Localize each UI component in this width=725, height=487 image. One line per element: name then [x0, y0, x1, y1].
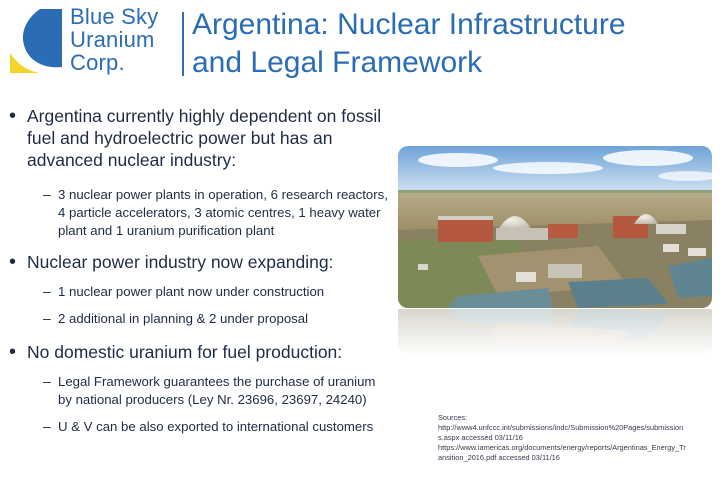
sub-bullet-text: 2 additional in planning & 2 under proposal	[58, 311, 309, 326]
bullet-item	[0, 341, 390, 363]
sub-bullet-text: U & V can be also exported to international customers	[58, 419, 374, 434]
source-link-1[interactable]: http://www4.unfccc.int/submissions/indc/Submission%20Pages/submissions.aspx accessed 03/11/16	[438, 423, 684, 442]
slide-title-line-2: and Legal Framework	[192, 46, 483, 79]
sub-bullet-item	[0, 418, 390, 436]
slide-title	[192, 6, 717, 82]
logo-line-3: Corp.	[70, 50, 125, 75]
sources-note	[438, 413, 688, 463]
sub-bullet-glyph: –	[43, 283, 51, 299]
company-logo-icon	[10, 9, 62, 73]
logo-line-1: Blue Sky	[70, 4, 159, 29]
company-logo-text	[70, 5, 158, 74]
sub-bullet-text: 1 nuclear power plant now under construction	[58, 284, 325, 299]
bullet-glyph: •	[9, 105, 17, 127]
sub-bullet-item	[0, 373, 390, 409]
slide-title-line-1: Argentina: Nuclear Infrastructure	[192, 8, 626, 41]
sub-bullet-glyph: –	[43, 418, 51, 434]
sources-label: Sources:	[438, 413, 468, 422]
logo-line-2: Uranium	[70, 27, 155, 52]
bullet-item	[0, 251, 390, 273]
bullet-text: No domestic uranium for fuel production:	[27, 342, 343, 362]
sub-bullet-item	[0, 186, 390, 240]
sub-bullet-text: 3 nuclear power plants in operation, 6 research reactors, 4 particle accelerators, 3 atomic centres, 1 heavy water plant and 1 uranium purification plant	[58, 187, 388, 238]
sub-bullet-item	[0, 283, 390, 301]
nuclear-plant-illustration	[398, 146, 712, 308]
photo-reflection-fade	[398, 309, 712, 356]
bullet-glyph: •	[9, 251, 17, 273]
sub-bullet-glyph: –	[43, 310, 51, 326]
source-link-2[interactable]: https://www.iamericas.org/documents/energy/reports/Argentinas_Energy_Transition_2016.pdf accessed 03/11/16	[438, 443, 686, 462]
bullet-text: Argentina currently highly dependent on fossil fuel and hydroelectric power but has an advanced nuclear industry:	[27, 106, 382, 170]
bullet-text: Nuclear power industry now expanding:	[27, 252, 334, 272]
bullet-glyph: •	[9, 341, 17, 363]
sub-bullet-glyph: –	[43, 186, 51, 202]
sub-bullet-glyph: –	[43, 373, 51, 389]
bullet-list	[0, 102, 390, 436]
header-divider	[182, 12, 184, 76]
sub-bullet-item	[0, 310, 390, 328]
sub-bullet-text: Legal Framework guarantees the purchase of uranium by national producers (Ley Nr. 23696, 23697, 24240)	[58, 374, 376, 407]
bullet-item	[0, 105, 390, 171]
nuclear-plant-photo	[398, 146, 712, 308]
